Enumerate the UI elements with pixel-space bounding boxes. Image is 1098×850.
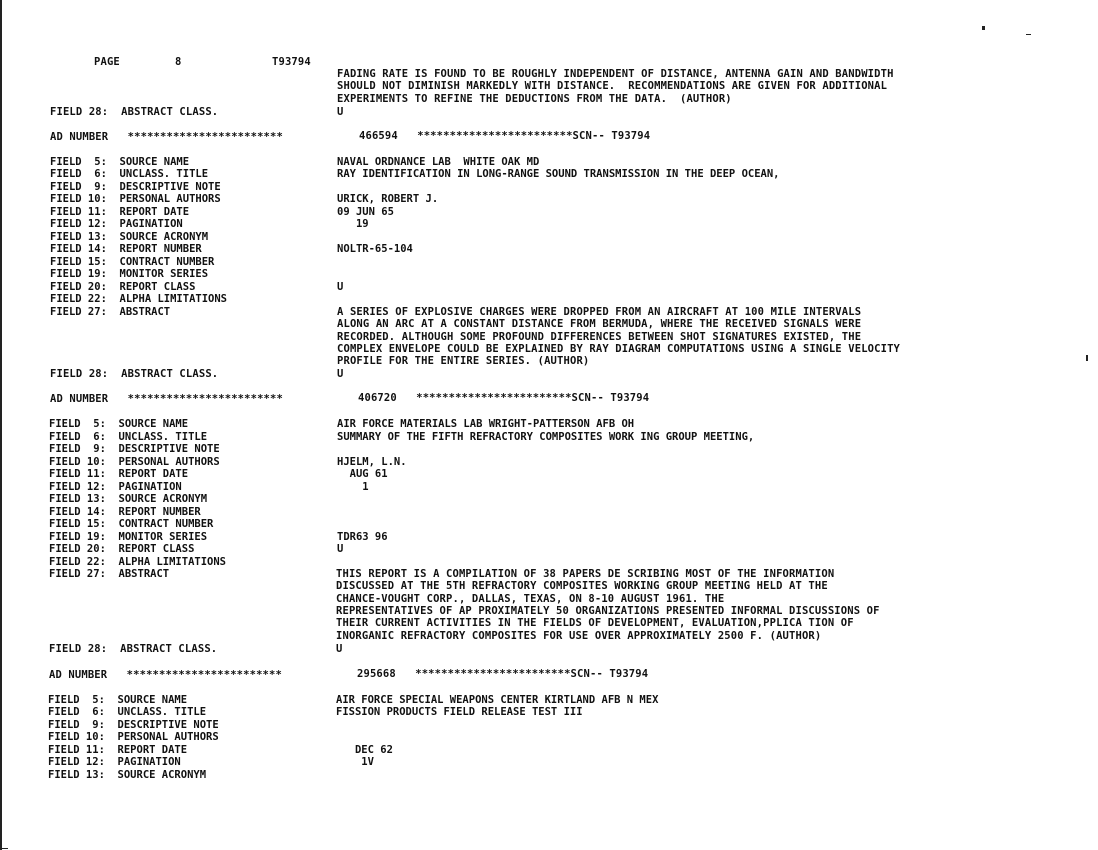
field-value: AIR FORCE MATERIALS LAB WRIGHT-PATTERSON AFB OH [337,418,635,430]
field-value: URICK, ROBERT J. [337,193,439,205]
ad-number-label: AD NUMBER ************************ [50,393,283,405]
field-label: FIELD 13: SOURCE ACRONYM [48,769,207,781]
field-label: FIELD 27: ABSTRACT [50,306,171,318]
field-label: FIELD 19: MONITOR SERIES [49,531,208,543]
field-label: FIELD 9: DESCRIPTIVE NOTE [50,181,221,193]
field-value: 09 JUN 65 [337,206,394,218]
field-label: FIELD 9: DESCRIPTIVE NOTE [49,443,220,455]
field-label: FIELD 11: REPORT DATE [50,206,190,218]
field-label: FIELD 20: REPORT CLASS [50,281,196,293]
field-label: FIELD 6: UNCLASS. TITLE [50,168,209,180]
field-value: AUG 61 [337,468,388,480]
field-value: RAY IDENTIFICATION IN LONG-RANGE SOUND TRANSMISSION IN THE DEEP OCEAN, [337,168,780,180]
report-id: T93794 [272,56,311,68]
abstract-class-label: FIELD 28: ABSTRACT CLASS. [49,643,218,655]
field-value: U [337,543,344,555]
abstract-line: PROFILE FOR THE ENTIRE SERIES. (AUTHOR) [337,355,590,367]
scan-speck [0,848,8,849]
intro-line: EXPERIMENTS TO REFINE THE DEDUCTIONS FROM THE DATA. (AUTHOR) [337,93,732,105]
field-label: FIELD 10: PERSONAL AUTHORS [50,193,221,205]
scan-edge-mark [0,0,2,850]
intro-line: SHOULD NOT DIMINISH MARKEDLY WITH DISTANCE. RECOMMENDATIONS ARE GIVEN FOR ADDITIONAL [337,80,888,92]
abstract-class-label: FIELD 28: ABSTRACT CLASS. [50,368,219,380]
field-label: FIELD 12: PAGINATION [50,218,183,230]
abstract-line: INORGANIC REFRACTORY COMPOSITES FOR USE OVER APPROXIMATELY 2500 F. (AUTHOR) [336,630,822,642]
page-label: PAGE [94,56,120,68]
abstract-line: ALONG AN ARC AT A CONSTANT DISTANCE FROM BERMUDA, WHERE THE RECEIVED SIGNALS WERE [337,318,862,330]
abstract-class-value: U [337,368,344,380]
field-value: 1V [336,756,374,768]
abstract-line: CHANCE-VOUGHT CORP., DALLAS, TEXAS, ON 8-10 AUGUST 1961. THE [336,593,725,605]
ad-number-line: 295668 ************************SCN-- T93794 [357,668,649,680]
field-value: DEC 62 [336,744,393,756]
field-value: U [337,281,344,293]
field-label: FIELD 13: SOURCE ACRONYM [50,231,209,243]
field-value: HJELM, L.N. [337,456,407,468]
abstract-line: REPRESENTATIVES OF AP PROXIMATELY 50 ORGANIZATIONS PRESENTED INFORMAL DISCUSSIONS OF [336,605,880,617]
field-label: FIELD 11: REPORT DATE [48,744,188,756]
field-label: FIELD 19: MONITOR SERIES [50,268,209,280]
abstract-line: THEIR CURRENT ACTIVITIES IN THE FIELDS OF DEVELOPMENT, EVALUATION,PPLICA TION OF [336,617,854,629]
field-label: FIELD 22: ALPHA LIMITATIONS [50,293,228,305]
abstract-class-value: U [336,643,343,655]
abstract-class-value: U [337,106,344,118]
field-label: FIELD 27: ABSTRACT [49,568,170,580]
abstract-line: THIS REPORT IS A COMPILATION OF 38 PAPERS DE SCRIBING MOST OF THE INFORMATION [336,568,835,580]
field-value: SUMMARY OF THE FIFTH REFRACTORY COMPOSITES WORK ING GROUP MEETING, [337,431,755,443]
field-label: FIELD 9: DESCRIPTIVE NOTE [48,719,219,731]
page-number: 8 [175,56,182,68]
field-label: FIELD 13: SOURCE ACRONYM [49,493,208,505]
field-label: FIELD 14: REPORT NUMBER [50,243,202,255]
field-label: FIELD 14: REPORT NUMBER [49,506,201,518]
ad-number-label: AD NUMBER ************************ [49,669,282,681]
field-value: 19 [337,218,369,230]
field-label: FIELD 10: PERSONAL AUTHORS [49,456,220,468]
scan-speck [1086,355,1088,361]
field-label: FIELD 5: SOURCE NAME [50,156,190,168]
field-label: FIELD 6: UNCLASS. TITLE [49,431,208,443]
ad-number-line: 406720 ************************SCN-- T93794 [358,392,650,404]
ad-number-label: AD NUMBER ************************ [50,131,283,143]
abstract-line: DISCUSSED AT THE 5TH REFRACTORY COMPOSITES WORKING GROUP MEETING HELD AT THE [336,580,828,592]
field-value: AIR FORCE SPECIAL WEAPONS CENTER KIRTLAND AFB N MEX [336,694,659,706]
abstract-line: A SERIES OF EXPLOSIVE CHARGES WERE DROPPED FROM AN AIRCRAFT AT 100 MILE INTERVALS [337,306,862,318]
ad-number-line: 466594 ************************SCN-- T93794 [359,130,651,142]
field-label: FIELD 10: PERSONAL AUTHORS [48,731,219,743]
intro-line: FADING RATE IS FOUND TO BE ROUGHLY INDEPENDENT OF DISTANCE, ANTENNA GAIN AND BANDWIDTH [337,68,894,80]
field-value: NOLTR-65-104 [337,243,413,255]
field-label: FIELD 20: REPORT CLASS [49,543,195,555]
scan-speck [1026,34,1031,35]
field-label: FIELD 5: SOURCE NAME [49,418,189,430]
field-label: FIELD 15: CONTRACT NUMBER [49,518,214,530]
field-value: TDR63 96 [337,531,388,543]
field-label: FIELD 15: CONTRACT NUMBER [50,256,215,268]
field-value: 1 [337,481,369,493]
abstract-line: COMPLEX ENVELOPE COULD BE EXPLAINED BY RAY DIAGRAM COMPUTATIONS USING A SINGLE VELOCITY [337,343,901,355]
field-value: NAVAL ORDNANCE LAB WHITE OAK MD [337,156,540,168]
abstract-class-label: FIELD 28: ABSTRACT CLASS. [50,106,219,118]
field-label: FIELD 6: UNCLASS. TITLE [48,706,207,718]
scan-speck [982,26,985,30]
field-label: FIELD 12: PAGINATION [49,481,182,493]
abstract-line: RECORDED. ALTHOUGH SOME PROFOUND DIFFERENCES BETWEEN SHOT SIGNATURES EXISTED, THE [337,331,862,343]
field-label: FIELD 11: REPORT DATE [49,468,189,480]
field-value: FISSION PRODUCTS FIELD RELEASE TEST III [336,706,583,718]
field-label: FIELD 22: ALPHA LIMITATIONS [49,556,227,568]
field-label: FIELD 5: SOURCE NAME [48,694,188,706]
field-label: FIELD 12: PAGINATION [48,756,181,768]
